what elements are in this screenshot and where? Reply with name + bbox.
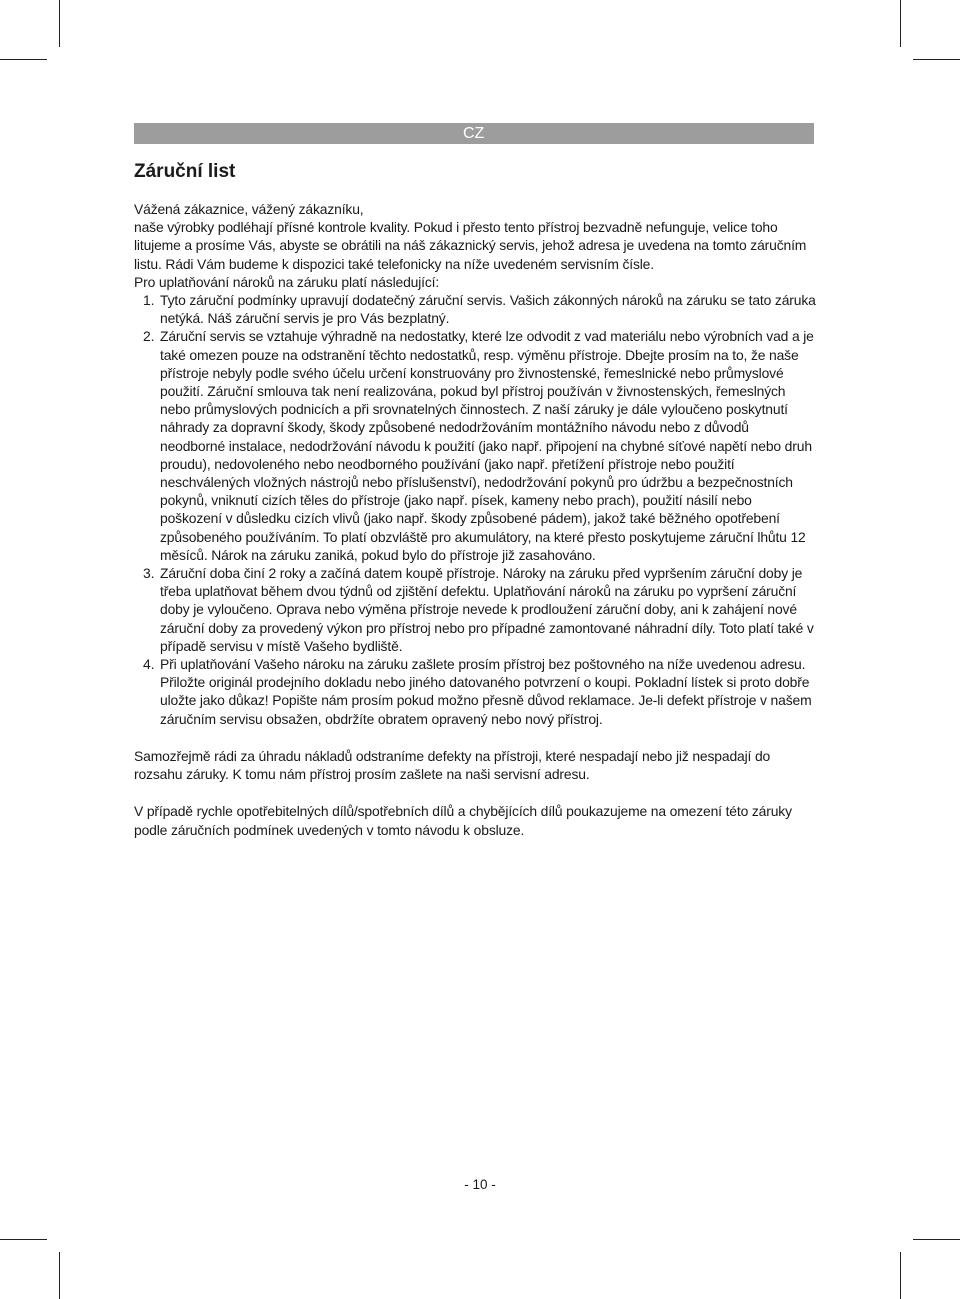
conditions-list: [134, 291, 816, 728]
condition-item-1: 1. Tyto záruční podmínky upravují dodatečný záruční servis. Vašich zákonných nároků na záruku se tato záruka netýká. Náš záruční servis je pro Vás bezplatný.: [158, 291, 816, 327]
intro-paragraph: naše výrobky podléhají přísné kontrole kvality. Pokud i přesto tento přístroj bezvadně nefunguje, velice toho litujeme a prosíme Vás, abyste se obrátili na náš zákaznický servis, jehož adresa je uvedena na tomto záručním listu. Rádi Vám budeme k dispozici také telefonicky na níže uvedeném servisním čísle.: [134, 219, 807, 272]
condition-item-2: 2. Záruční servis se vztahuje výhradně na nedostatky, které lze odvodit z vad materiálu nebo výrobních vad a je také omezen pouze na odstranění těchto nedostatků, resp. výměnu přístroje. Dbejte prosím na to, že naše přístroje nebyly podle svého účelu určení konstruovány pro živnostenské, řemeslnické nebo průmyslové použití. Záruční smlouva tak není realizována, pokud byl přístroj používán v živnostenských, řemeslných nebo průmyslových podnicích a při srovnatelných činnostech. Z naší záruky je dále vyloučeno poskytnutí náhrady za dopravní škody, škody způsobené nedodržováním montážního návodu nebo z důvodů neodborné instalace, nedodržování návodu k použití (jako např. připojení na chybné síťové napětí nebo druh proudu), nedovoleného nebo neodborného používání (jako např. přetížení přístroje nebo použití neschválených vložných nástrojů nebo příslušenství), nedodržování pokynů pro údržbu a bezpečnostních pokynů, vniknutí cizích těles do přístroje (jako např. písek, kameny nebo prach), použití násilí nebo poškození v důsledku cizích vlivů (jako např. škody způsobené pádem), jakož také běžného opotřebení způsobeného používáním. To platí obzvláště pro akumulátory, na které přesto poskytujeme záruční lhůtu 12 měsíců. Nárok na záruku zaniká, pokud bylo do přístroje již zasahováno.: [158, 327, 816, 564]
crop-mark-bottom-right-horizontal: [913, 1239, 960, 1240]
condition-item-4: 4. Při uplatňování Vašeho nároku na záruku zašlete prosím přístroj bez poštovného na níže uvedenou adresu. Přiložte originál prodejního dokladu nebo jiného datovaného potvrzení o koupi. Pokladní lístek si proto dobře uložte jako důkaz! Popište nám prosím pokud možno přesně důvod reklamace. Je-li defekt přístroje v našem záručním servisu obsažen, obdržíte obratem opravený nebo nový přístroj.: [158, 655, 816, 728]
crop-mark-top-left-horizontal: [0, 59, 47, 60]
spacer: [134, 783, 816, 802]
warranty-text: [134, 200, 816, 839]
crop-mark-bottom-right-vertical: [900, 1252, 901, 1299]
salutation: Vážená zákaznice, vážený zákazníku,: [134, 201, 364, 217]
crop-mark-bottom-left-horizontal: [0, 1239, 47, 1240]
condition-item-3: 3. Záruční doba činí 2 roky a začíná datem koupě přístroje. Nároky na záruku před vypršením záruční doby je třeba uplatňovat během dvou týdnů od zjištění defektu. Uplatňování nároků na záruku po vypršení záruční doby je vyloučeno. Oprava nebo výměna přístroje nevede k prodloužení záruční doby, ani k zahájení nové záruční doby za provedený výkon pro přístroj nebo pro případné zamontované náhradní díly. Toto platí také v případě servisu v místě Vašeho bydliště.: [158, 564, 816, 655]
crop-mark-top-left-vertical: [59, 0, 60, 47]
crop-mark-top-right-vertical: [900, 0, 901, 47]
conditions-lead: Pro uplatňování nároků na záruku platí následující:: [134, 273, 440, 290]
page-title: Záruční list: [134, 161, 236, 182]
spacer: [134, 728, 816, 747]
paid-repair-paragraph: Samozřejmě rádi za úhradu nákladů odstraníme defekty na přístroji, které nespadají nebo již nespadají do rozsahu záruky. K tomu nám přístroj prosím zašlete na naši servisní adresu.: [134, 747, 771, 783]
language-header-bar: [134, 123, 814, 144]
crop-mark-bottom-left-vertical: [59, 1252, 60, 1299]
language-code: CZ: [463, 125, 485, 142]
spare-parts-paragraph: V případě rychle opotřebitelných dílů/spotřebních dílů a chybějících dílů poukazujeme na omezení této záruky podle záručních podmínek uvedených v tomto návodu k obsluze.: [134, 803, 792, 838]
page-number: - 10 -: [464, 1177, 496, 1192]
crop-mark-top-right-horizontal: [913, 59, 960, 60]
